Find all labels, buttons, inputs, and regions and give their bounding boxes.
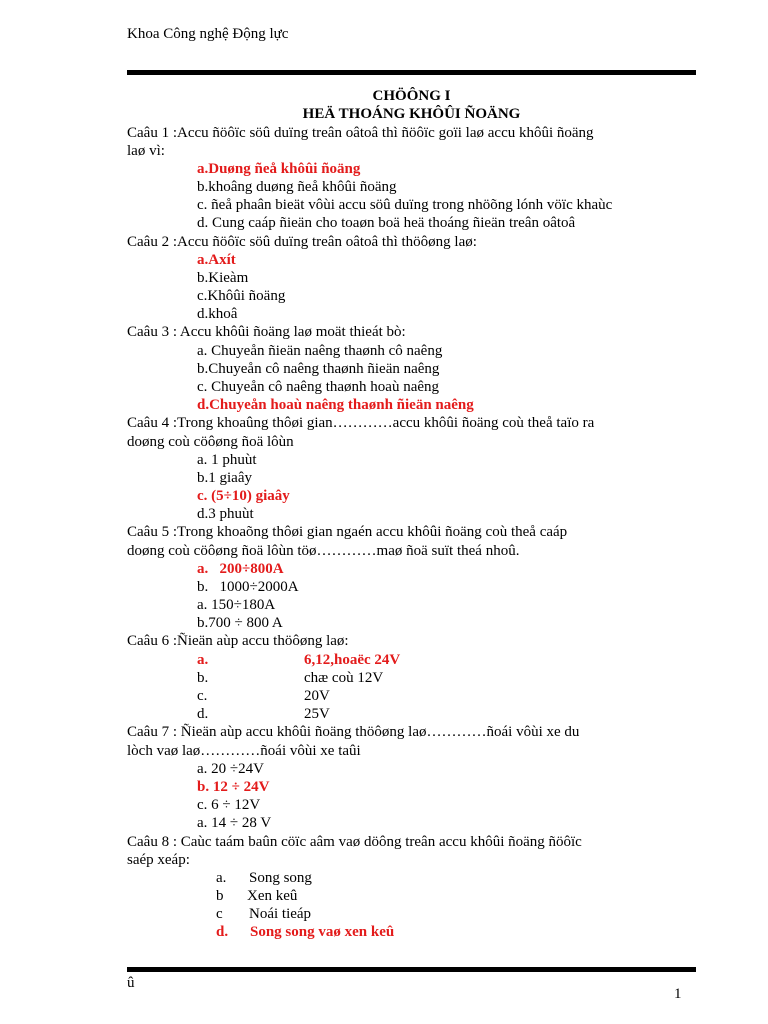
option-text: Cung caáp ñieän cho toaøn boä heä thoáng ñieän treân oâtoâ [212, 215, 576, 231]
answer-option-text: chæ coù 12V [304, 670, 384, 686]
answer-option [197, 796, 260, 814]
answer-option-text: 20V [304, 688, 330, 704]
option-label: b. [197, 179, 209, 195]
option-label: a. [197, 761, 208, 777]
answer-option [197, 596, 275, 614]
option-text: Chuyeån ñieän naêng thaønh cô naêng [211, 343, 443, 359]
question-stem-line: Caâu 7 : Ñieän aùp accu khôûi ñoäng thöôøng laø…………ñoái vôùi xe du [127, 724, 580, 740]
option-label: a. [197, 652, 209, 668]
answer-option [197, 778, 269, 796]
option-label: b. [197, 615, 209, 631]
option-text: khoâ [208, 306, 238, 322]
option-text: Axít [208, 252, 236, 268]
page-number: 1 [674, 986, 682, 1002]
header-rule [127, 70, 696, 75]
answer-option [197, 305, 237, 323]
option-text: 3 phuùt [208, 506, 254, 522]
answer-option [197, 651, 208, 669]
option-label: a. [197, 452, 208, 468]
option-label: a. [197, 561, 209, 577]
option-text: 14 ÷ 28 V [211, 815, 272, 831]
question-stem-line: Caâu 4 :Trong khoaûng thôøi gian…………accu khôûi ñoäng coù theå taïo ra [127, 415, 595, 431]
option-text: Chuyeån cô naêng thaønh hoaù naêng [211, 379, 440, 395]
option-label: a. [197, 815, 208, 831]
option-label: a. [197, 161, 209, 177]
answer-option [197, 160, 360, 178]
chapter-title: CHÖÔNG I [372, 88, 451, 104]
option-text: 12 ÷ 24V [212, 779, 270, 795]
option-text: 1 phuùt [211, 452, 257, 468]
option-text: Chuyeån hoaù naêng thaønh ñieän naêng [209, 397, 474, 413]
answer-option-text: 25V [304, 706, 330, 722]
answer-option [197, 560, 284, 578]
answer-option [197, 287, 285, 305]
option-label: b. [197, 470, 209, 486]
option-text: 700 ÷ 800 A [208, 615, 283, 631]
option-label: a. [197, 252, 209, 268]
question-stem-line: lòch vaø laø…………ñoái vôùi xe taûi [127, 743, 361, 759]
option-label: c. [197, 797, 208, 813]
answer-option [197, 451, 257, 469]
option-text: 6 ÷ 12V [211, 797, 261, 813]
option-label: c. [197, 288, 208, 304]
answer-option [197, 178, 397, 196]
answer-option-label: b [216, 888, 224, 904]
option-text: 1 giaây [208, 470, 252, 486]
option-label: d. [197, 306, 209, 322]
answer-option [197, 487, 290, 505]
question-stem-line: Caâu 5 :Trong khoaõng thôøi gian ngaén accu khôûi ñoäng coù theå caáp [127, 524, 568, 540]
answer-option-text: Noái tieáp [249, 906, 312, 922]
answer-option [197, 469, 252, 487]
option-label: b. [197, 270, 209, 286]
answer-option [197, 614, 283, 632]
answer-option [197, 214, 575, 232]
option-text: (5÷10) giaây [211, 488, 290, 504]
question-stem-line: saép xeáp: [127, 852, 190, 868]
option-label: d. [197, 397, 210, 413]
option-label: c. [197, 379, 208, 395]
option-label: b. [197, 670, 209, 686]
answer-option-label: c [216, 906, 223, 922]
option-text: 20 ÷24V [211, 761, 264, 777]
option-label: d. [197, 506, 209, 522]
option-text: 150÷180A [211, 597, 276, 613]
answer-option [197, 578, 299, 596]
option-label: b. [197, 579, 209, 595]
answer-option [197, 760, 264, 778]
question-stem-line: doøng coù cöôøng ñoä lôùn [127, 434, 294, 450]
question-stem-line: Caâu 3 : Accu khôûi ñoäng laø moät thieát bò: [127, 324, 406, 340]
answer-option [197, 342, 442, 360]
option-label: b. [197, 779, 210, 795]
option-text: khoâng duøng ñeå khôûi ñoäng [208, 179, 397, 195]
answer-option-label: d. [216, 924, 229, 940]
answer-option [197, 669, 208, 687]
option-text: Chuyeån cô naêng thaønh ñieän naêng [208, 361, 440, 377]
option-label: b. [197, 361, 209, 377]
question-stem-line: laø vì: [127, 143, 165, 159]
option-label: c. [197, 197, 208, 213]
running-header: Khoa Công nghệ Động lực [127, 26, 289, 42]
option-label: c. [197, 488, 208, 504]
option-text: 1000÷2000A [219, 579, 299, 595]
answer-option [197, 360, 439, 378]
question-stem-line: Caâu 8 : Caùc taám baûn cöïc aâm vaø döông treân accu khôûi ñoäng ñöôïc [127, 834, 582, 850]
option-text: Khôûi ñoäng [207, 288, 286, 304]
question-stem-line: doøng coù cöôøng ñoä lôùn töø…………maø ñoä suït theá nhoû. [127, 543, 520, 559]
answer-option [197, 396, 474, 414]
option-label: d. [197, 215, 209, 231]
answer-option [197, 269, 248, 287]
answer-option [197, 196, 612, 214]
question-stem-line: Caâu 6 :Ñieän aùp accu thöôøng laø: [127, 633, 349, 649]
answer-option [197, 687, 207, 705]
answer-option [197, 705, 208, 723]
answer-option-text: 6,12,hoaëc 24V [304, 652, 401, 668]
answer-option [197, 378, 439, 396]
footer-mark: û [127, 975, 135, 991]
answer-option-text: Song song vaø xen keû [250, 924, 395, 940]
option-label: a. [197, 343, 208, 359]
option-label: c. [197, 688, 208, 704]
answer-option-text: Xen keû [247, 888, 298, 904]
answer-option-text: Song song [249, 870, 312, 886]
question-stem-line: Caâu 1 :Accu ñöôïc söû duïng treân oâtoâ thì ñöôïc goïi laø accu khôûi ñoäng [127, 125, 594, 141]
option-label: a. [197, 597, 208, 613]
option-text: Duøng ñeå khôûi ñoäng [208, 161, 361, 177]
answer-option [197, 505, 254, 523]
option-text: 200÷800A [219, 561, 284, 577]
answer-option [197, 814, 271, 832]
option-text: Kieàm [208, 270, 249, 286]
option-label: d. [197, 706, 209, 722]
chapter-subtitle: HEÄ THOÁNG KHÔÛI ÑOÄNG [302, 106, 521, 122]
question-stem-line: Caâu 2 :Accu ñöôïc söû duïng treân oâtoâ thì thöôøng laø: [127, 234, 477, 250]
footer-rule [127, 967, 696, 972]
answer-option [197, 251, 236, 269]
answer-option-label: a. [216, 870, 227, 886]
option-text: ñeå phaân bieät vôùi accu söû duïng trong nhöõng lónh vöïc khaùc [211, 197, 613, 213]
